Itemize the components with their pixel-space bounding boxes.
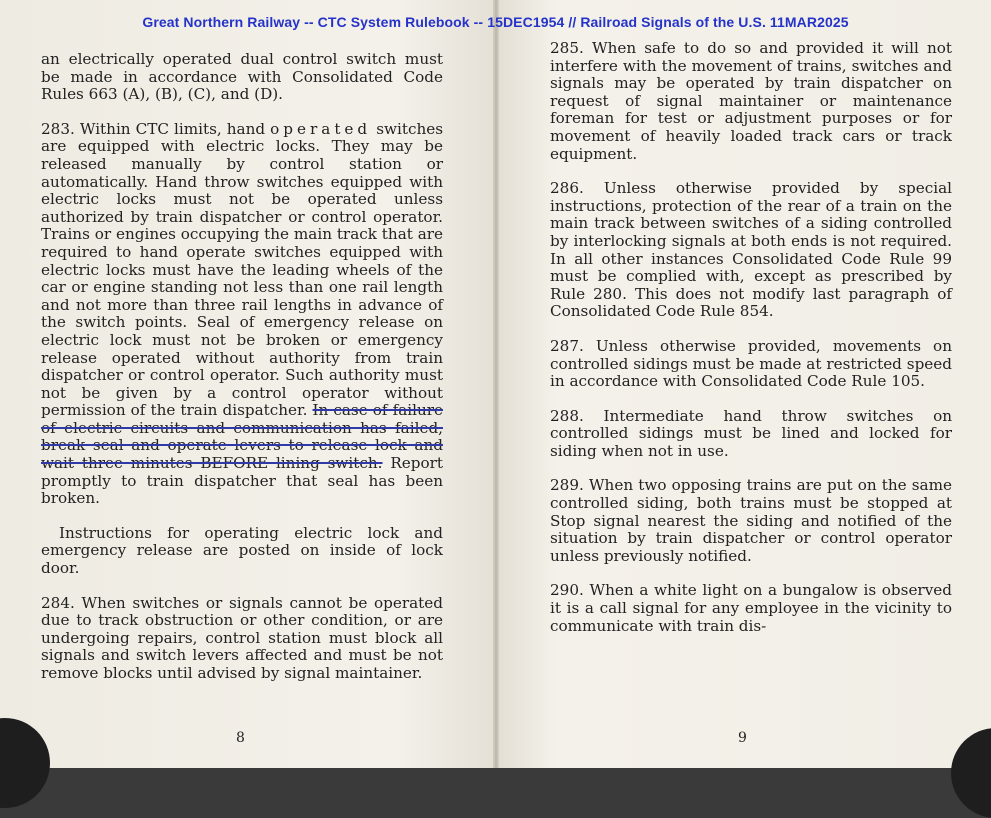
intro-paragraph: an electrically operated dual control switch must be made in accordance with Consolidated Code Rules 663 (A), (B), (C), and (D). bbox=[41, 50, 443, 104]
rule-283-tail: Report promptly to train dispatcher that seal has been broken. bbox=[41, 454, 444, 508]
rule-283-spaced-word: operated bbox=[270, 119, 372, 138]
page-number-right: 9 bbox=[738, 730, 747, 746]
book-gutter bbox=[493, 0, 499, 768]
source-banner: Great Northern Railway -- CTC System Rulebook -- 15DEC1954 // Railroad Signals of the U.S. 11MAR2025 bbox=[142, 14, 849, 30]
rule-288: 288. Intermediate hand throw switches on controlled sidings must be lined and locked for siding when not in use. bbox=[550, 406, 952, 460]
rule-287: 287. Unless otherwise provided, movements on controlled sidings must be made at restricted speed in accordance with Consolidated Code Rule 105. bbox=[550, 336, 952, 391]
rule-285: 285. When safe to do so and provided it will not interfere with the movement of trains, switches and signals may be operated by train dispatcher on request of signal maintainer or maintenance foreman for test or adjustment purposes or for movement of heavily loaded track cars or track equipment. bbox=[550, 39, 952, 163]
rule-283-body: switches are equipped with electric locks. They may be released manually by control station or automatically. Hand throw switches equipped with electric locks must not be operated unless authorized by train dispatcher or control operator. Trains or engines occupying the main track that are required to hand operate switches equipped with electric locks must have the leading wheels of the car or engine standing not less than one rail length and not more than three rail lengths in advance of the switch points. Seal of emergency release on electric lock must not be broken or emergency release operated without authority from train dispatcher or control operator. Such authority must not be given by a control operator without permission of the train dispatcher. bbox=[41, 119, 444, 420]
rule-283-lead: 283. Within CTC limits, hand bbox=[41, 119, 266, 138]
rule-286: 286. Unless otherwise provided by special instructions, protection of the rear of a train on the main track between switches of a siding controlled by interlocking signals at both ends is not required. In all other instances Consolidated Code Rule 99 must be complied with, except as prescribed by Rule 280. This does not modify last paragraph of Consolidated Code Rule 854. bbox=[550, 179, 952, 321]
rule-290: 290. When a white light on a bungalow is observed it is a call signal for any employee in the vicinity to communicate with train dis- bbox=[550, 581, 952, 635]
rule-289: 289. When two opposing trains are put on the same controlled siding, both trains must be stopped at Stop signal nearest the siding and notified of the situation by train dispatcher or control operator unless previously notified. bbox=[550, 476, 952, 565]
page-corner-shadow bbox=[0, 718, 50, 808]
page-corner-shadow bbox=[951, 728, 991, 818]
rule-284: 284. When switches or signals cannot be operated due to track obstruction or other condition, or are undergoing repairs, control station must block all signals and switch levers affected and must be not remove blocks until advised by signal maintainer. bbox=[41, 593, 443, 682]
instructions-paragraph: Instructions for operating electric lock and emergency release are posted on inside of lock door. bbox=[41, 523, 443, 578]
page-number-left: 8 bbox=[236, 730, 245, 746]
left-text-column bbox=[41, 51, 443, 700]
rule-283-struck-text: In case of failure of electric circuits and communication has failed, break seal and operate levers to release lock and wait three minutes BEFORE lining switch. bbox=[41, 401, 444, 473]
rule-283 bbox=[41, 121, 443, 508]
right-text-column bbox=[550, 40, 952, 652]
